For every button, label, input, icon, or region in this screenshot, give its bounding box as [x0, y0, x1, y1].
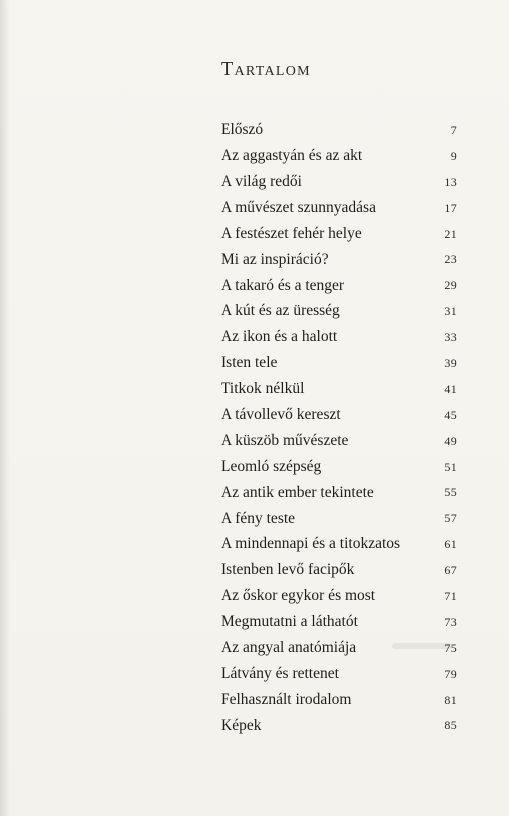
toc-entry: [221, 505, 457, 531]
toc-entry-title: Előszó: [221, 121, 264, 139]
toc-entry: [221, 195, 457, 221]
toc-entry: [221, 350, 457, 376]
toc-entry-title: A festészet fehér helye: [221, 224, 362, 242]
toc-entry: [221, 324, 457, 350]
toc-entry: [221, 428, 457, 454]
page-gutter-shadow: [0, 0, 10, 816]
toc-entry: [221, 169, 457, 195]
toc-entry-title: A takaró és a tenger: [221, 276, 345, 294]
toc-entry: [221, 402, 457, 428]
toc-entry-page-number: 33: [444, 330, 457, 345]
toc-entry-title: A küszöb művészete: [221, 431, 349, 449]
toc-entry: [221, 454, 457, 480]
toc-entry: [221, 221, 457, 247]
toc-entry: [221, 117, 457, 143]
toc-entry-title: Az angyal anatómiája: [221, 639, 357, 656]
toc-entry-page-number: 41: [444, 381, 457, 396]
toc-entry: [221, 376, 457, 402]
toc-entry-page-number: 73: [444, 614, 457, 629]
toc-entry: [221, 687, 457, 713]
toc-entry: [221, 479, 457, 505]
toc-entry-page-number: 29: [444, 278, 457, 293]
toc-entry-title: A mindennapi és a titokzatos: [221, 535, 401, 553]
toc-entry: [221, 272, 457, 298]
toc-entry-title: A fény teste: [221, 509, 296, 527]
toc-entry-title: A távollevő kereszt: [221, 405, 341, 423]
toc-entry: [221, 143, 457, 169]
toc-entry-page-number: 67: [444, 563, 457, 578]
toc-entry-page-number: 81: [444, 692, 457, 707]
toc-entry-page-number: 71: [444, 588, 457, 603]
toc-entry-page-number: 39: [444, 355, 457, 370]
toc-entry-page-number: 61: [444, 537, 457, 552]
toc-entry-page-number: 9: [450, 148, 457, 163]
toc-entry-page-number: 31: [444, 304, 457, 319]
toc-entry-title: Leomló szépség: [221, 457, 322, 475]
toc-entry: [221, 583, 457, 609]
toc-entry-page-number: 23: [444, 252, 457, 267]
toc-entry-page-number: 7: [450, 122, 457, 137]
toc-entry: [221, 246, 457, 272]
toc-entry: [221, 531, 457, 557]
toc-entry-page-number: 45: [444, 407, 457, 422]
toc-entry: [221, 661, 457, 687]
toc-entry-page-number: 75: [444, 640, 457, 655]
toc-entry-title: Az ikon és a halott: [221, 328, 338, 346]
toc-entry-page-number: 55: [444, 485, 457, 500]
toc-entry-page-number: 17: [444, 200, 457, 215]
toc-entry-title: A kút és az üresség: [221, 302, 340, 320]
toc-entry-title: Isten tele: [221, 354, 278, 372]
toc-entry-title: Látvány és rettenet: [221, 664, 339, 682]
toc-entry-title: Az antik ember tekintete: [221, 483, 374, 501]
toc-entry-title: A művészet szunnyadása: [221, 198, 376, 216]
page-title: Tartalom: [221, 58, 311, 80]
toc-entry-title: Megmutatni a láthatót: [221, 613, 358, 631]
toc-entry-title: Az aggastyán és az akt: [221, 147, 363, 165]
scan-smudge: [392, 643, 452, 649]
toc-entry-page-number: 51: [444, 459, 457, 474]
toc-entry: [221, 298, 457, 324]
toc-entry-page-number: 85: [444, 718, 457, 733]
toc-entry-title: Istenben levő facipők: [221, 561, 355, 579]
toc-entry-title: Mi az inspiráció?: [221, 250, 329, 268]
toc-entry-page-number: 79: [444, 666, 457, 681]
toc-entry-page-number: 49: [444, 433, 457, 448]
toc-entry: [221, 557, 457, 583]
toc-entry-page-number: 13: [444, 174, 457, 189]
toc-entry-title: Képek: [221, 716, 262, 734]
toc-entry-title: A világ redői: [221, 172, 302, 190]
toc-entry-page-number: 57: [444, 511, 457, 526]
toc-entry-title: Felhasznált irodalom: [221, 690, 352, 708]
toc-entry-page-number: 21: [444, 226, 457, 241]
toc-entry: [221, 609, 457, 635]
toc-entry: [221, 712, 457, 738]
toc-entry-title: Az őskor egykor és most: [221, 587, 376, 605]
toc-entry-title: Titkok nélkül: [221, 380, 305, 398]
